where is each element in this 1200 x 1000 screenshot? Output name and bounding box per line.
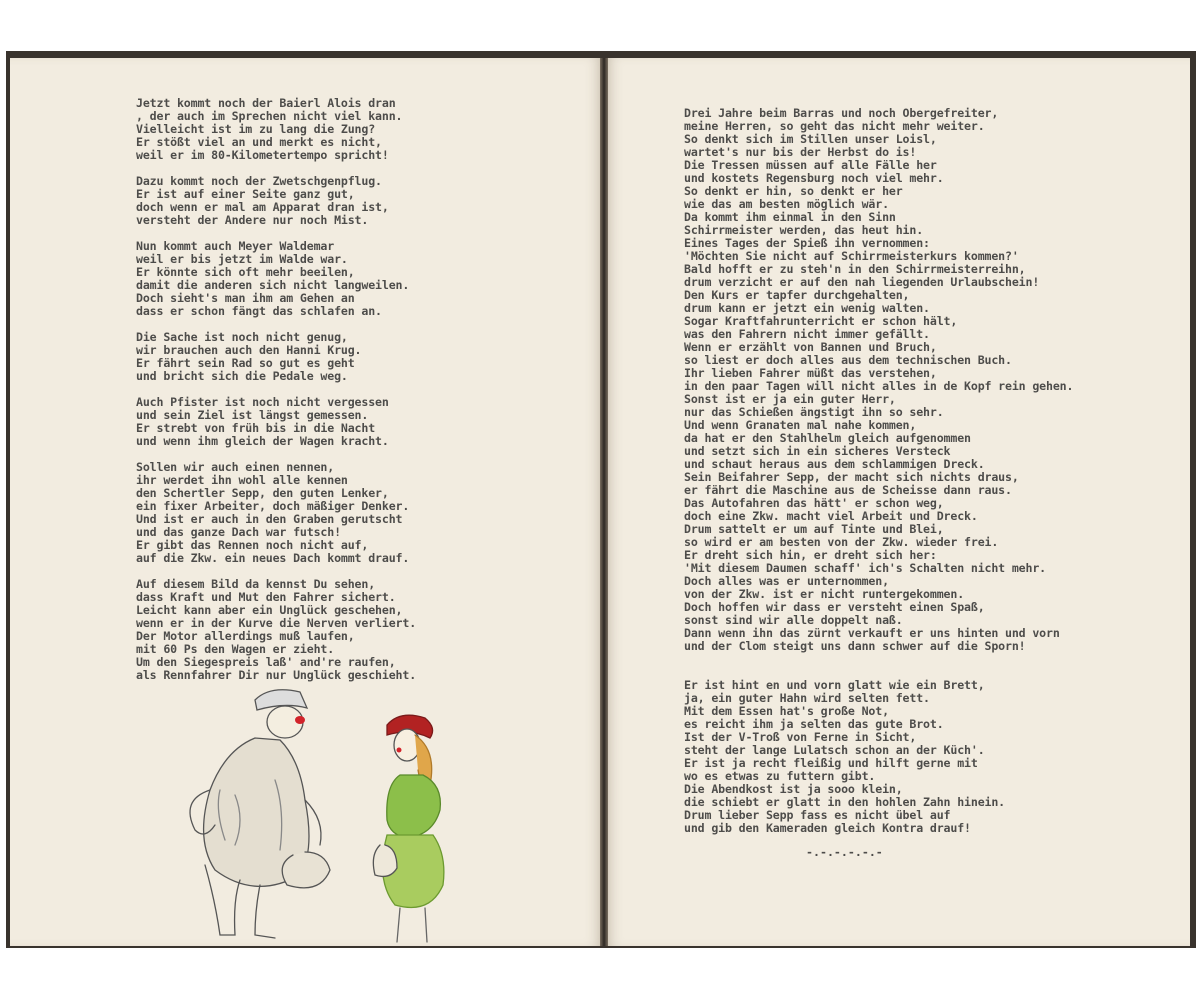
- poem-line: Ist der V-Troß von Ferne in Sicht,: [684, 730, 917, 744]
- poem-line: dass er schon fängt das schlafen an.: [136, 304, 382, 318]
- left-page-poem: [136, 97, 416, 695]
- poem-line: und gib den Kameraden gleich Kontra drauf!: [684, 821, 971, 835]
- poem-line: Sein Beifahrer Sepp, der macht sich nichts draus,: [684, 470, 1019, 484]
- poem-line: , der auch im Sprechen nicht viel kann.: [136, 109, 403, 123]
- poem-line: Drei Jahre beim Barras und noch Obergefreiter,: [684, 106, 999, 120]
- stanza: [136, 240, 416, 318]
- poem-line: Und ist er auch in den Graben gerutscht: [136, 512, 403, 526]
- poem-line: drum kann er jetzt ein wenig walten.: [684, 301, 930, 315]
- poem-line: Doch hoffen wir dass er versteht einen Spaß,: [684, 600, 985, 614]
- poem-line: Auch Pfister ist noch nicht vergessen: [136, 395, 389, 409]
- poem-line: so wird er am besten von der Zkw. wieder frei.: [684, 535, 999, 549]
- poem-line: Er gibt das Rennen noch nicht auf,: [136, 538, 369, 552]
- poem-line: und kostets Regensburg noch viel mehr.: [684, 171, 944, 185]
- poem-line: Sonst ist er ja ein guter Herr,: [684, 392, 896, 406]
- poem-line: Er fährt sein Rad so gut es geht: [136, 356, 355, 370]
- stanza: [136, 175, 416, 227]
- poem-line: Er ist auf einer Seite ganz gut,: [136, 187, 355, 201]
- poem-line: auf die Zkw. ein neues Dach kommt drauf.: [136, 551, 410, 565]
- poem-line: Leicht kann aber ein Unglück geschehen,: [136, 603, 403, 617]
- poem-line: weil er im 80-Kilometertempo spricht!: [136, 148, 389, 162]
- poem-line: da hat er den Stahlhelm gleich aufgenommen: [684, 431, 971, 445]
- poem-line: er fährt die Maschine aus de Scheisse dann raus.: [684, 483, 1012, 497]
- poem-line: Schirrmeister werden, das heut hin.: [684, 223, 924, 237]
- poem-line: in den paar Tagen will nicht alles in de Kopf rein gehen.: [684, 379, 1074, 393]
- poem-line: damit die anderen sich nicht langweilen.: [136, 278, 410, 292]
- poem-line: sonst sind wir alle doppelt naß.: [684, 613, 903, 627]
- poem-line: Auf diesem Bild da kennst Du sehen,: [136, 577, 376, 591]
- poem-line: weil er bis jetzt im Walde war.: [136, 252, 348, 266]
- poem-line: dass Kraft und Mut den Fahrer sichert.: [136, 590, 396, 604]
- book-gutter: [600, 58, 608, 946]
- poem-line: So denkt er hin, so denkt er her: [684, 184, 903, 198]
- poem-line: 'Möchten Sie nicht auf Schirrmeisterkurs kommen?': [684, 249, 1019, 263]
- poem-line: und sein Ziel ist längst gemessen.: [136, 408, 369, 422]
- poem-line: die schiebt er glatt in den hohlen Zahn hinein.: [684, 795, 1006, 809]
- bucket: [282, 852, 330, 888]
- poem-line: Wenn er erzählt von Bannen und Bruch,: [684, 340, 937, 354]
- poem-line: wie das am besten möglich wär.: [684, 197, 889, 211]
- poem-line: Dann wenn ihn das zürnt verkauft er uns hinten und vorn: [684, 626, 1060, 640]
- poem-line: Nun kommt auch Meyer Waldemar: [136, 239, 335, 253]
- poem-line: und bricht sich die Pedale weg.: [136, 369, 348, 383]
- poem-line: von der Zkw. ist er nicht runtergekommen.: [684, 587, 965, 601]
- poem-line: als Rennfahrer Dir nur Unglück geschieht.: [136, 668, 417, 682]
- poem-line: wartet's nur bis der Herbst do is!: [684, 145, 917, 159]
- cartoon-illustration: [175, 680, 475, 948]
- poem-line: Die Tressen müssen auf alle Fälle her: [684, 158, 937, 172]
- stanza: [136, 396, 416, 448]
- poem-line: wo es etwas zu futtern gibt.: [684, 769, 876, 783]
- poem-line: Jetzt kommt noch der Baierl Alois dran: [136, 96, 396, 110]
- poem-line: Dazu kommt noch der Zwetschgenpflug.: [136, 174, 382, 188]
- poem-line: Er dreht sich hin, er dreht sich her:: [684, 548, 937, 562]
- poem-line: Er strebt von früh bis in die Nacht: [136, 421, 376, 435]
- poem-line: Drum sattelt er um auf Tinte und Blei,: [684, 522, 944, 536]
- poem-line: Die Abendkost ist ja sooo klein,: [684, 782, 903, 796]
- stanza: [136, 331, 416, 383]
- poem-line: Doch alles was er unternommen,: [684, 574, 889, 588]
- poem-line: versteht der Andere nur noch Mist.: [136, 213, 369, 227]
- poem-line: Mit dem Essen hat's große Not,: [684, 704, 889, 718]
- poem-line: es reicht ihm ja selten das gute Brot.: [684, 717, 944, 731]
- stanza: [684, 107, 1073, 653]
- woman-dress-top: [387, 775, 441, 838]
- poem-line: Er könnte sich oft mehr beeilen,: [136, 265, 355, 279]
- poem-line: Er ist hint en und vorn glatt wie ein Brett,: [684, 678, 985, 692]
- poem-line: und schaut heraus aus dem schlammigen Dreck.: [684, 457, 985, 471]
- stanza: [136, 97, 416, 162]
- poem-line: Sogar Kraftfahrunterricht er schon hält,: [684, 314, 958, 328]
- poem-line: und der Clom steigt uns dann schwer auf die Sporn!: [684, 639, 1026, 653]
- poem-line: ja, ein guter Hahn wird selten fett.: [684, 691, 930, 705]
- poem-line: Er ist ja recht fleißig und hilft gerne mit: [684, 756, 978, 770]
- poem-line: ein fixer Arbeiter, doch mäßiger Denker.: [136, 499, 410, 513]
- poem-line: drum verzicht er auf den nah liegenden Urlaubschein!: [684, 275, 1040, 289]
- poem-line: Vielleicht ist im zu lang die Zung?: [136, 122, 376, 136]
- poem-line: Drum lieber Sepp fass es nicht übel auf: [684, 808, 951, 822]
- poem-line: Den Kurs er tapfer durchgehalten,: [684, 288, 910, 302]
- poem-line: doch wenn er mal am Apparat dran ist,: [136, 200, 389, 214]
- poem-line: Ihr lieben Fahrer müßt das verstehen,: [684, 366, 937, 380]
- poem-line: Doch sieht's man ihm am Gehen an: [136, 291, 355, 305]
- poem-line: Der Motor allerdings muß laufen,: [136, 629, 355, 643]
- right-page-poem: [684, 107, 1073, 848]
- poem-line: Das Autofahren das hätt' er schon weg,: [684, 496, 944, 510]
- poem-line: nur das Schießen ängstigt ihn so sehr.: [684, 405, 944, 419]
- stanza: [136, 578, 416, 682]
- poem-line: Um den Siegespreis laß' and're raufen,: [136, 655, 396, 669]
- poem-line: wenn er in der Kurve die Nerven verliert.: [136, 616, 417, 630]
- poem-line: Die Sache ist noch nicht genug,: [136, 330, 348, 344]
- poem-line: den Schertler Sepp, den guten Lenker,: [136, 486, 389, 500]
- poem-line: doch eine Zkw. macht viel Arbeit und Dreck.: [684, 509, 978, 523]
- poem-line: ihr werdet ihn wohl alle kennen: [136, 473, 348, 487]
- poem-line: Bald hofft er zu steh'n in den Schirrmeisterreihn,: [684, 262, 1026, 276]
- poem-line: meine Herren, so geht das nicht mehr weiter.: [684, 119, 985, 133]
- poem-line: und setzt sich in ein sicheres Versteck: [684, 444, 951, 458]
- poem-line: Er stößt viel an und merkt es nicht,: [136, 135, 382, 149]
- poem-line: mit 60 Ps den Wagen er zieht.: [136, 642, 335, 656]
- poem-line: Und wenn Granaten mal nahe kommen,: [684, 418, 917, 432]
- stanza: [136, 461, 416, 565]
- poem-line: So denkt sich im Stillen unser Loisl,: [684, 132, 937, 146]
- poem-line: was den Fahrern nicht immer gefällt.: [684, 327, 930, 341]
- poem-line: wir brauchen auch den Hanni Krug.: [136, 343, 362, 357]
- poem-line: Eines Tages der Spieß ihn vernommen:: [684, 236, 930, 250]
- poem-line: Da kommt ihm einmal in den Sinn: [684, 210, 896, 224]
- poem-line: 'Mit diesem Daumen schaff' ich's Schalten nicht mehr.: [684, 561, 1046, 575]
- poem-line: und das ganze Dach war futsch!: [136, 525, 341, 539]
- stanza: [684, 679, 1073, 835]
- poem-line: steht der lange Lulatsch schon an der Küch'.: [684, 743, 985, 757]
- poem-line: Sollen wir auch einen nennen,: [136, 460, 335, 474]
- poem-line: und wenn ihm gleich der Wagen kracht.: [136, 434, 389, 448]
- end-mark: -.-.-.-.-.-: [806, 845, 883, 859]
- poem-line: so liest er doch alles aus dem technischen Buch.: [684, 353, 1012, 367]
